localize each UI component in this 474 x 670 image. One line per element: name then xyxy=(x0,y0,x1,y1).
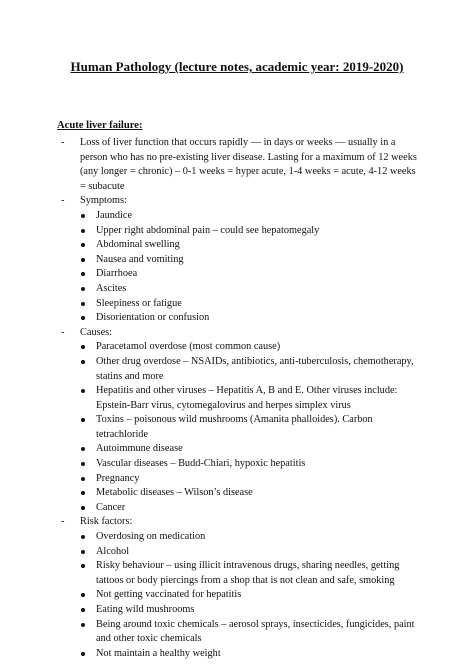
dash-marker: - xyxy=(61,516,65,528)
bullet-icon xyxy=(81,229,85,233)
bullet-icon xyxy=(81,316,85,320)
bullet-icon xyxy=(81,535,85,539)
causes-label: Causes: xyxy=(80,326,113,338)
bullet-icon xyxy=(81,214,85,218)
bullet-icon xyxy=(81,258,85,262)
bullet-icon xyxy=(81,272,85,276)
section-content xyxy=(57,136,422,661)
causes-list xyxy=(57,340,422,515)
bullet-icon xyxy=(81,623,85,627)
bullet-icon xyxy=(81,418,85,422)
list-item: Not maintain a healthy weight xyxy=(96,647,422,662)
bullet-icon xyxy=(81,477,85,481)
list-item: Diarrhoea xyxy=(96,267,422,282)
list-item: Disorientation or confusion xyxy=(96,311,422,326)
list-item: Nausea and vomiting xyxy=(96,253,422,268)
list-item: Ascites xyxy=(96,282,422,297)
list-item: Vascular diseases – Budd-Chiari, hypoxic hepatitis xyxy=(96,457,422,472)
list-item: Being around toxic chemicals – aerosol sprays, insecticides, fungicides, paint and other toxic chemicals xyxy=(96,618,422,647)
dash-marker: - xyxy=(61,195,65,207)
list-item: Autoimmune disease xyxy=(96,442,422,457)
bullet-icon xyxy=(81,506,85,510)
list-item: Risky behaviour – using illicit intravenous drugs, sharing needles, getting tattoos or body piercings from a shop that is not clean and safe, smoking xyxy=(96,559,422,588)
list-item: Not getting vaccinated for hepatitis xyxy=(96,588,422,603)
bullet-icon xyxy=(81,608,85,612)
list-item: Abdominal swelling xyxy=(96,238,422,253)
bullet-icon xyxy=(81,345,85,349)
intro-text: Loss of liver function that occurs rapidly — in days or weeks — usually in a person who has no pre-existing liver disease. Lasting for a maximum of 12 weeks (any longer = chronic) – 0-1 weeks = hyper acute, 1-4 weeks = acute, 4-12 weeks = subacute xyxy=(80,137,417,192)
risk-factors-list xyxy=(57,530,422,661)
document-title: Human Pathology (lecture notes, academic year: 2019-2020) xyxy=(70,59,404,74)
dash-marker: - xyxy=(61,326,65,338)
bullet-icon xyxy=(81,243,85,247)
list-item: Alcohol xyxy=(96,545,422,560)
list-item: Overdosing on medication xyxy=(96,530,422,545)
bullet-icon xyxy=(81,389,85,393)
symptoms-label: Symptoms: xyxy=(80,195,127,207)
intro-paragraph xyxy=(57,136,422,194)
section-heading: Acute liver failure: xyxy=(57,120,143,131)
dash-marker: - xyxy=(61,137,65,148)
list-item: Metabolic diseases – Wilson’s disease xyxy=(96,486,422,501)
list-item: Paracetamol overdose (most common cause) xyxy=(96,340,422,355)
symptoms-list xyxy=(57,209,422,326)
bullet-icon xyxy=(81,652,85,656)
bullet-icon xyxy=(81,287,85,291)
risk-factors-group xyxy=(57,515,422,530)
bullet-icon xyxy=(81,462,85,466)
bullet-icon xyxy=(81,593,85,597)
bullet-icon xyxy=(81,447,85,451)
list-item: Pregnancy xyxy=(96,472,422,487)
list-item: Hepatitis and other viruses – Hepatitis A, B and E. Other viruses include: Epstein-Barr virus, cytomegalovirus and herpes simplex virus xyxy=(96,384,422,413)
bullet-icon xyxy=(81,360,85,364)
list-item: Eating wild mushrooms xyxy=(96,603,422,618)
risk-factors-label: Risk factors: xyxy=(80,516,133,528)
symptoms-group xyxy=(57,194,422,209)
causes-group xyxy=(57,326,422,341)
bullet-icon xyxy=(81,550,85,554)
bullet-icon xyxy=(81,491,85,495)
list-item: Other drug overdose – NSAIDs, antibiotics, anti-tuberculosis, chemotherapy, statins and more xyxy=(96,355,422,384)
bullet-icon xyxy=(81,302,85,306)
list-item: Jaundice xyxy=(96,209,422,224)
list-item: Cancer xyxy=(96,501,422,516)
bullet-icon xyxy=(81,564,85,568)
list-item: Toxins – poisonous wild mushrooms (Amanita phalloides). Carbon tetrachloride xyxy=(96,413,422,442)
list-item: Sleepiness or fatigue xyxy=(96,297,422,312)
list-item: Upper right abdominal pain – could see hepatomegaly xyxy=(96,224,422,239)
